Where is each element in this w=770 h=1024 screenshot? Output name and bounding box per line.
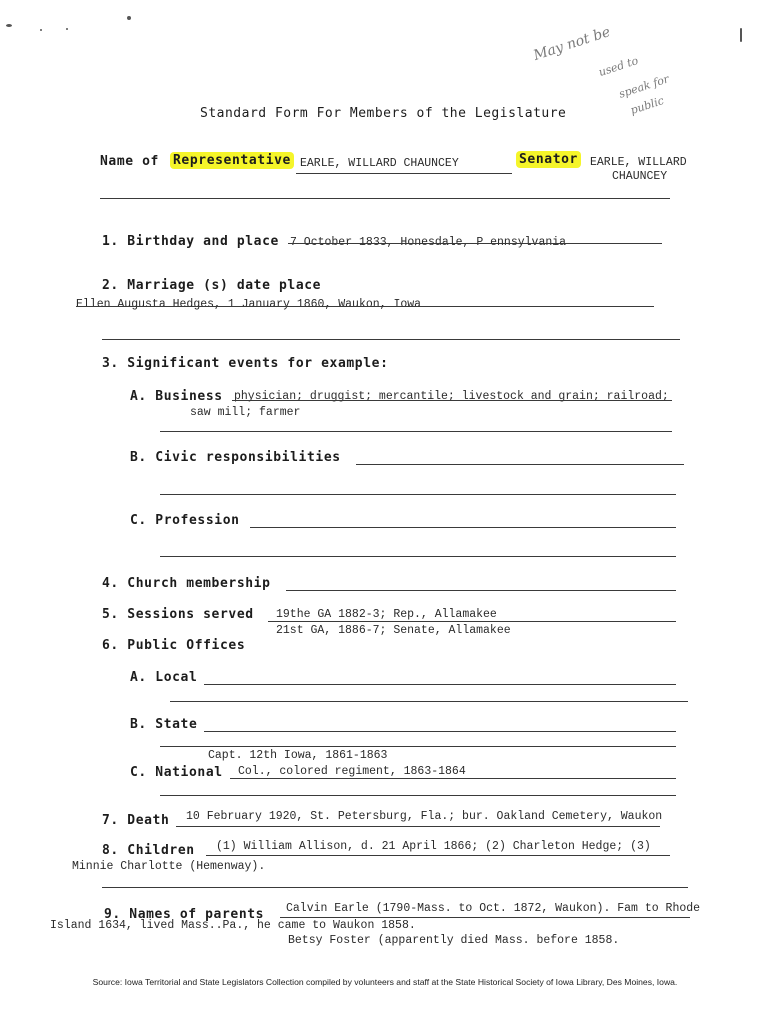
item-3b-underline (356, 464, 684, 465)
item-6c-label: C. National (130, 765, 223, 780)
item-8-rule (102, 887, 688, 888)
item-1-value: 7 October 1833, Honesdale, P ennsylvania (290, 236, 567, 249)
handwritten-note: May not be (531, 24, 613, 64)
handwritten-note: speak for (617, 72, 671, 101)
scan-speck (40, 29, 42, 31)
scan-speck (740, 28, 742, 42)
item-6a-underline (204, 684, 676, 685)
item-6a-label: A. Local (130, 670, 198, 685)
item-6b-label: B. State (130, 717, 198, 732)
item-3b-label: B. Civic responsibilities (130, 450, 341, 465)
item-9-value: Calvin Earle (1790-Mass. to Oct. 1872, Waukon). Fam to Rhode (286, 902, 701, 915)
item-6a-rule (170, 701, 688, 702)
item-3c-underline (250, 527, 676, 528)
item-8-value: (1) William Allison, d. 21 April 1866; (2) Charleton Hedge; (3) (216, 840, 651, 853)
item-1-underline (288, 243, 662, 244)
item-9-value: Island 1634, lived Mass..Pa., he came to Waukon 1858. (50, 919, 416, 932)
item-3a-rule (160, 431, 672, 432)
representative-underline (296, 173, 512, 174)
item-9-value: Betsy Foster (apparently died Mass. before 1858. (288, 934, 620, 947)
item-3c-label: C. Profession (130, 513, 240, 528)
item-3c-rule (160, 556, 676, 557)
item-3a-underline (232, 400, 672, 401)
item-8-value: Minnie Charlotte (Hemenway). (72, 860, 266, 873)
representative-label: Representative (170, 152, 294, 169)
item-3-label: 3. Significant events for example: (102, 356, 389, 371)
item-2-label: 2. Marriage (s) date place (102, 278, 322, 293)
item-2-rule (102, 339, 680, 340)
item-6b-rule (160, 746, 676, 747)
item-4-underline (286, 590, 676, 591)
handwritten-note: used to (596, 54, 640, 79)
item-6c-underline (230, 778, 676, 779)
item-6c-value: Capt. 12th Iowa, 1861-1863 (208, 749, 388, 762)
item-8-label: 8. Children (102, 843, 195, 858)
item-3a-value: saw mill; farmer (190, 406, 301, 419)
item-5-value: 21st GA, 1886-7; Senate, Allamakee (276, 624, 511, 637)
item-6-label: 6. Public Offices (102, 638, 246, 653)
item-6b-underline (204, 731, 676, 732)
source-note: Source: Iowa Territorial and State Legislators Collection compiled by volunteers and staff at the State Historical Society of Iowa Library, Des Moines, Iowa. (92, 977, 678, 987)
scan-speck (6, 24, 12, 27)
item-9-label: 9. Names of parents (104, 907, 265, 922)
item-7-label: 7. Death (102, 813, 170, 828)
scan-speck (127, 16, 131, 20)
senator-label: Senator (516, 151, 581, 168)
item-8-underline (206, 855, 670, 856)
item-4-label: 4. Church membership (102, 576, 271, 591)
item-6c-value: Col., colored regiment, 1863-1864 (238, 765, 466, 778)
item-1-label: 1. Birthday and place (102, 234, 279, 249)
item-3b-rule (160, 494, 676, 495)
scan-speck (66, 28, 68, 30)
page-title: Standard Form For Members of the Legislature (200, 106, 567, 121)
item-7-underline (176, 826, 660, 827)
name-label: Name of (100, 154, 159, 169)
item-6c-rule (160, 795, 676, 796)
representative-value: EARLE, WILLARD CHAUNCEY (300, 157, 459, 170)
item-3a-value: physician; druggist; mercantile; livestock and grain; railroad; (234, 390, 669, 403)
senator-value: EARLE, WILLARD (590, 156, 687, 169)
item-3a-label: A. Business (130, 389, 223, 404)
item-5-underline (268, 621, 676, 622)
item-2-underline (76, 306, 654, 307)
item-9-underline (280, 917, 690, 918)
item-2-value: Ellen Augusta Hedges, 1 January 1860, Waukon, Iowa (76, 298, 422, 311)
item-5-value: 19the GA 1882-3; Rep., Allamakee (276, 608, 497, 621)
senator-value: CHAUNCEY (612, 170, 668, 183)
handwritten-note: public (628, 94, 666, 117)
name-rule (100, 198, 670, 199)
item-5-label: 5. Sessions served (102, 607, 254, 622)
item-7-value: 10 February 1920, St. Petersburg, Fla.; bur. Oakland Cemetery, Waukon (186, 810, 663, 823)
